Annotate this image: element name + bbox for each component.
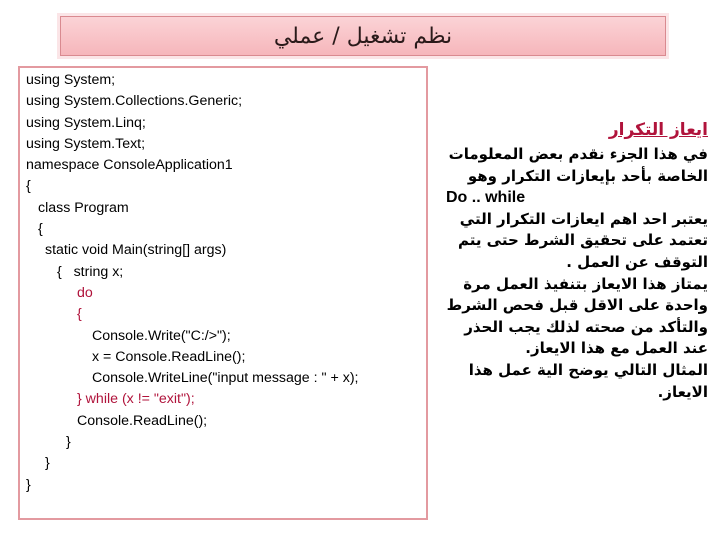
code-line: Console.Write("C:/>");	[92, 327, 231, 344]
code-panel	[18, 66, 428, 520]
code-line: static void Main(string[] args)	[45, 242, 227, 259]
code-line: using System.Collections.Generic;	[26, 93, 243, 110]
code-line: Console.ReadLine();	[77, 412, 208, 429]
description-panel	[446, 118, 708, 403]
code-line: using System;	[26, 72, 116, 88]
description-line: يمتاز هذا الايعاز بتنفيذ العمل مرة	[463, 274, 708, 293]
code-line: }	[66, 434, 71, 451]
code-line: }	[45, 455, 50, 472]
description-line: المثال التالي يوضح الية عمل هذا	[468, 360, 708, 379]
description-line: واحدة على الاقل قبل فحص الشرط	[446, 296, 708, 315]
code-line: using System.Text;	[26, 135, 146, 152]
code-line: {	[26, 178, 31, 195]
code-line: using System.Linq;	[26, 114, 146, 131]
slide-title-bar	[60, 16, 666, 56]
code-line-keyword: do	[77, 284, 93, 301]
code-line: namespace ConsoleApplication1	[26, 157, 233, 174]
code-line: Console.WriteLine("input message : " + x);	[92, 370, 359, 387]
description-line: الايعاز.	[657, 382, 708, 401]
code-line: class Program	[38, 199, 129, 216]
code-line-keyword: {	[77, 306, 82, 323]
description-line-code: Do .. while	[446, 189, 526, 207]
description-line: عند العمل مع هذا الايعاز.	[525, 339, 708, 358]
slide-title: نظم تشغيل / عملي	[273, 23, 453, 49]
description-line: والتأكد من صحته لذلك يجب الحذر	[464, 317, 708, 336]
description-line: الخاصة بأحد بإيعازات التكرار وهو	[467, 166, 708, 185]
description-line: التوقف عن العمل .	[566, 252, 708, 271]
code-line-keyword: } while (x != "exit");	[77, 391, 195, 408]
description-heading: ايعاز التكرار	[608, 120, 708, 140]
code-line: {	[38, 221, 43, 238]
description-line: تعتمد على تحقيق الشرط حتى يتم	[457, 231, 708, 250]
description-line: يعتبر احد اهم ايعازات التكرار التي	[459, 209, 708, 228]
code-line: x = Console.ReadLine();	[92, 348, 246, 365]
code-line: { string x;	[57, 263, 124, 280]
code-line: }	[26, 476, 31, 493]
description-line: في هذا الجزء نقدم بعض المعلومات	[448, 145, 708, 163]
